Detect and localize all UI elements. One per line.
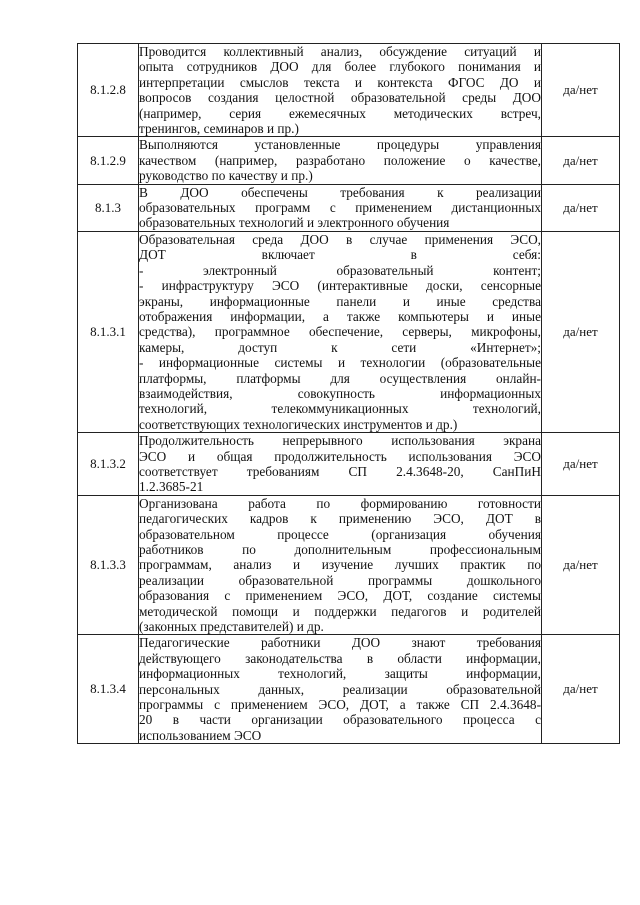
- criterion-answer: да/нет: [542, 44, 620, 137]
- description-line: соответствующих технологических инструментов и др.): [139, 416, 458, 432]
- description-line: образовательных программ с применением дистанционных: [139, 200, 541, 216]
- description-line: платформы, платформы для осуществления онлайн-: [139, 370, 541, 386]
- description-line: образования с применением ЭСО, ДОТ, создание системы: [139, 588, 541, 604]
- description-line: информационных технологий, защиты информации,: [139, 666, 541, 682]
- criterion-code: 8.1.3.3: [78, 495, 139, 635]
- criterion-description: [139, 44, 542, 137]
- description-line: Образовательная среда ДОО в случае применения ЭСО,: [139, 231, 541, 247]
- criterion-description: [139, 137, 542, 184]
- description-line: персональных данных, реализации образовательной: [139, 681, 541, 697]
- criterion-code: 8.1.3.1: [78, 231, 139, 432]
- description-line: методической помощи и поддержки педагогов и родителей: [139, 603, 541, 619]
- description-line: (например, серия ежемесячных методических встреч,: [139, 105, 541, 121]
- table-row: [78, 433, 620, 496]
- table-row: [78, 495, 620, 635]
- criterion-answer: да/нет: [542, 433, 620, 496]
- description-line: взаимодействия, совокупность информационных: [139, 385, 541, 401]
- criterion-answer: да/нет: [542, 231, 620, 432]
- description-line: педагогических кадров к применению ЭСО, ДОТ в: [139, 511, 541, 527]
- description-line: качеством (например, разработано положение о качестве,: [139, 152, 541, 168]
- description-line: 1.2.3685-21: [139, 479, 204, 495]
- description-line: реализации образовательной программы дошкольного: [139, 572, 541, 588]
- description-line: образовательном процессе (организация обучения: [139, 526, 541, 542]
- table-row: [78, 184, 620, 231]
- criterion-description: [139, 231, 542, 432]
- description-line: В ДОО обеспечены требования к реализации: [139, 184, 541, 200]
- description-line: Педагогические работники ДОО знают требования: [139, 635, 541, 651]
- description-line: камеры, доступ к сети «Интернет»;: [139, 339, 541, 355]
- description-line: тренингов, семинаров и пр.): [139, 121, 299, 137]
- description-line: 20 в части организации образовательного процесса с: [139, 712, 541, 728]
- table-row: [78, 44, 620, 137]
- description-line: ЭСО и общая продолжительность использования ЭСО: [139, 448, 541, 464]
- description-line: средства), программное обеспечение, серверы, микрофоны,: [139, 324, 541, 340]
- description-line: экраны, информационные панели и иные средства: [139, 293, 541, 309]
- description-line: (законных представителей) и др.: [139, 619, 324, 635]
- description-line: опыта сотрудников ДОО для более глубокого понимания и: [139, 59, 541, 75]
- description-line: программам, анализ и изучение лучших практик по: [139, 557, 541, 573]
- description-line: Проводится коллективный анализ, обсуждение ситуаций и: [139, 44, 541, 59]
- description-line: - электронный образовательный контент;: [139, 262, 541, 278]
- criteria-table: [77, 43, 620, 744]
- description-line: - информационные системы и технологии (образовательные: [139, 355, 541, 371]
- description-line: соответствует требованиям СП 2.4.3648-20, СанПиН: [139, 463, 541, 479]
- criterion-answer: да/нет: [542, 184, 620, 231]
- description-line: действующего законодательства в области информации,: [139, 650, 541, 666]
- criteria-table-body: [78, 44, 620, 744]
- description-line: образовательных технологий и электронного обучения: [139, 215, 450, 231]
- description-line: ДОТ включает в себя:: [139, 247, 541, 263]
- table-row: [78, 635, 620, 744]
- criterion-code: 8.1.2.9: [78, 137, 139, 184]
- criterion-description: [139, 433, 542, 496]
- description-line: руководство по качеству и пр.): [139, 168, 313, 184]
- criterion-description: [139, 635, 542, 744]
- description-line: интерпретации смыслов текста и контекста ФГОС ДО и: [139, 74, 541, 90]
- criterion-code: 8.1.3.4: [78, 635, 139, 744]
- description-line: Продолжительность непрерывного использования экрана: [139, 433, 541, 449]
- criterion-answer: да/нет: [542, 635, 620, 744]
- description-line: работников по дополнительным профессиональным: [139, 542, 541, 557]
- criterion-description: [139, 184, 542, 231]
- criterion-answer: да/нет: [542, 495, 620, 635]
- description-line: использованием ЭСО: [139, 727, 262, 743]
- table-row: [78, 231, 620, 432]
- table-row: [78, 137, 620, 184]
- description-line: вопросов создания целостной образовательной среды ДОО: [139, 90, 541, 106]
- description-line: программы с применением ЭСО, ДОТ, а также СП 2.4.3648-: [139, 697, 541, 713]
- description-line: Организована работа по формированию готовности: [139, 495, 541, 511]
- description-line: - инфраструктуру ЭСО (интерактивные доски, сенсорные: [139, 278, 541, 294]
- description-line: технологий, телекоммуникационных технологий,: [139, 401, 541, 417]
- criterion-description: [139, 495, 542, 635]
- criterion-answer: да/нет: [542, 137, 620, 184]
- criterion-code: 8.1.2.8: [78, 44, 139, 137]
- description-line: отображения информации, а также компьютеры и иные: [139, 308, 541, 324]
- criterion-code: 8.1.3: [78, 184, 139, 231]
- description-line: Выполняются установленные процедуры управления: [139, 137, 541, 153]
- criterion-code: 8.1.3.2: [78, 433, 139, 496]
